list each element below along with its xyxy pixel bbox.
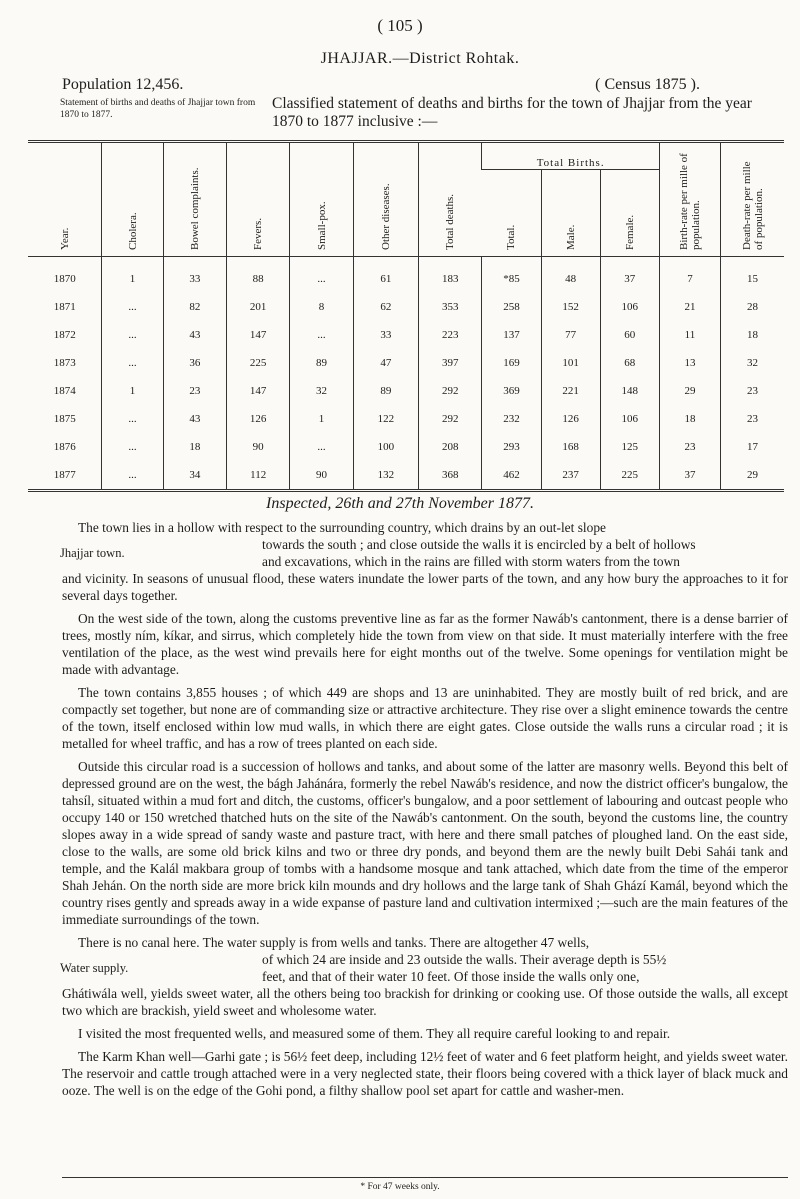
table-cell: 43 — [163, 405, 226, 433]
table-cell: 29 — [659, 377, 720, 405]
table-cell: 36 — [163, 349, 226, 377]
table-cell: 148 — [600, 377, 659, 405]
col-birth-rate: Birth-rate per mille of population. — [659, 142, 720, 257]
table-body — [28, 257, 784, 491]
page-heading: JHAJJAR.—District Rohtak. — [320, 50, 520, 67]
table-cell: 106 — [600, 405, 659, 433]
table-cell: 82 — [163, 293, 226, 321]
table-cell: 112 — [226, 461, 289, 491]
paragraph-houses: The town contains 3,855 houses ; of which 449 are shops and 13 are uninhabited. They are mostly built of red brick, and are compactly set together, but none are of commanding size or attractive architecture. They rise over a slight eminence towards the centre of the town, itself enclosed within low mud walls, in which there are eight gates. Close outside the walls runs a circular road ; it is metalled for wheel traffic, and has a row of trees planted on each side. — [62, 685, 788, 751]
table-cell: 89 — [353, 377, 418, 405]
table-cell: 1871 — [53, 301, 76, 313]
paragraph-water-line3: feet, and that of their water 10 feet. Of those inside the walls only one, — [262, 969, 640, 984]
table-cell: 1 — [102, 257, 163, 294]
table-cell: 1876 — [53, 441, 76, 453]
col-smallpox: Small-pox. — [290, 142, 353, 257]
table-cell: 88 — [226, 257, 289, 294]
table-cell: 47 — [353, 349, 418, 377]
table-cell: 23 — [721, 377, 784, 405]
table-cell: 126 — [226, 405, 289, 433]
table-cell: 232 — [482, 405, 541, 433]
table-cell: 292 — [419, 405, 482, 433]
table-cell: 18 — [163, 433, 226, 461]
table-cell: 1873 — [53, 357, 76, 369]
table-cell: ... — [102, 293, 163, 321]
table-cell: 28 — [721, 293, 784, 321]
paragraph-town-rest: and vicinity. In seasons of unusual flood, these waters inundate the lower parts of the town, and any how bury the approaches to it for several days together. — [62, 571, 788, 603]
table-cell: 37 — [600, 257, 659, 294]
paragraph-water-rest: Ghátiwála well, yields sweet water, all the others being too brackish for drinking or cooking use. Of those outside the walls, all except two which are brackish, yield sweet and wholesome water. — [62, 986, 788, 1018]
table-cell: 32 — [721, 349, 784, 377]
table-cell: 258 — [482, 293, 541, 321]
table-row — [28, 349, 784, 377]
col-births-total: Total. — [482, 170, 541, 257]
col-fevers: Fevers. — [226, 142, 289, 257]
table-cell: 225 — [600, 461, 659, 491]
table-cell: 132 — [353, 461, 418, 491]
table-cell: 17 — [721, 433, 784, 461]
table-cell: ... — [102, 321, 163, 349]
table-cell: 201 — [226, 293, 289, 321]
col-cholera: Cholera. — [102, 142, 163, 257]
table-cell: 61 — [353, 257, 418, 294]
table-cell: 169 — [482, 349, 541, 377]
table-cell: 1 — [290, 405, 353, 433]
table-cell: 48 — [541, 257, 600, 294]
population-line: Population 12,456. — [62, 76, 184, 93]
table-cell: 1877 — [28, 461, 102, 491]
paragraph-town-line1: The town lies in a hollow with respect to the surrounding country, which drains by an out-let slope — [78, 520, 606, 535]
table-cell: 21 — [659, 293, 720, 321]
table-cell: ... — [290, 433, 353, 461]
table-cell: 237 — [541, 461, 600, 491]
table-cell: 43 — [163, 321, 226, 349]
table-cell: 125 — [600, 433, 659, 461]
table-cell: 462 — [482, 461, 541, 491]
col-year: Year. — [28, 142, 102, 257]
table-cell: 122 — [353, 405, 418, 433]
table-cell: 223 — [419, 321, 482, 349]
table-row — [28, 405, 784, 433]
table-cell: 183 — [419, 257, 482, 294]
sidenote-water-supply: Water supply. — [60, 961, 129, 975]
col-total-deaths: Total deaths. — [419, 142, 482, 257]
table-row — [28, 461, 784, 491]
col-other: Other diseases. — [353, 142, 418, 257]
table-cell: ... — [102, 461, 163, 491]
table-cell: 168 — [541, 433, 600, 461]
table-cell: 292 — [419, 377, 482, 405]
col-death-rate: Death-rate per mille of population. — [721, 142, 784, 257]
table-cell: 34 — [163, 461, 226, 491]
table-cell: 18 — [659, 405, 720, 433]
table-row — [28, 321, 784, 349]
table-cell: 60 — [600, 321, 659, 349]
col-bowel: Bowel complaints. — [163, 142, 226, 257]
table-cell: 101 — [541, 349, 600, 377]
table-cell: 68 — [600, 349, 659, 377]
paragraph-town-line2: towards the south ; and close outside the walls it is encircled by a belt of hollows — [262, 537, 696, 552]
table-row — [28, 257, 784, 294]
paragraph-water-line2: of which 24 are inside and 23 outside the walls. Their average depth is 55½ — [262, 952, 667, 967]
table-cell: 90 — [226, 433, 289, 461]
table-row — [28, 377, 784, 405]
table-cell: 33 — [353, 321, 418, 349]
table-cell: ... — [290, 257, 353, 294]
footnote: * For 47 weeks only. — [360, 1182, 440, 1192]
table-cell: ... — [102, 405, 163, 433]
census-line: ( Census 1875 ). — [595, 76, 700, 93]
table-cell: 13 — [659, 349, 720, 377]
table-cell: 23 — [721, 405, 784, 433]
table-cell: 1870 — [53, 273, 76, 285]
table-cell: 1875 — [53, 413, 76, 425]
table-cell: 7 — [659, 257, 720, 294]
table-cell: 32 — [290, 377, 353, 405]
table-cell: ... — [290, 321, 353, 349]
table-cell: 137 — [482, 321, 541, 349]
table-cell: 100 — [353, 433, 418, 461]
table-cell: 1 — [102, 377, 163, 405]
paragraph-west-side: On the west side of the town, along the customs preventive line as far as the former Nawáb's cantonment, there is a dense barrier of trees, mostly ním, kíkar, and sirrus, which completely hide the town from view on that side. It must materially interfere with the free ventilation of the place, as the west wind prevails here for eight months out of the twelve. Some openings for ventilation might be made with advantage. — [62, 611, 788, 677]
table-cell: 221 — [541, 377, 600, 405]
births-deaths-table — [28, 140, 784, 492]
paragraph-water-line1: There is no canal here. The water supply is from wells and tanks. There are altogether 47 wells, — [78, 935, 590, 950]
table-cell: 33 — [163, 257, 226, 294]
table-cell: 23 — [163, 377, 226, 405]
table-cell: 397 — [419, 349, 482, 377]
table-cell: *85 — [482, 257, 541, 294]
paragraph-karm-khan: The Karm Khan well—Garhi gate ; is 56½ feet deep, including 12½ feet of water and 6 feet platform height, and yields sweet water. The reservoir and cattle trough attached were in a very neglected state, their floors being covered with a thick layer of black muck and ooze. The well is on the edge of the Gohi pond, a filthy shallow pool set apart for cattle and washer-men. — [62, 1049, 788, 1098]
table-cell: 1872 — [53, 329, 76, 341]
table-cell: 1874 — [53, 385, 76, 397]
table-cell: 37 — [659, 461, 720, 491]
body-text — [62, 519, 788, 1099]
sidenote-jhajjar-town: Jhajjar town. — [60, 546, 125, 560]
table-cell: 126 — [541, 405, 600, 433]
table-cell: 106 — [600, 293, 659, 321]
table-cell: 152 — [541, 293, 600, 321]
classified-statement: Classified statement of deaths and births for the town of Jhajjar from the year 1870 to 1877 inclusive :— — [272, 95, 752, 130]
table-cell: ... — [102, 433, 163, 461]
page-number: ( 105 ) — [377, 16, 423, 35]
table-cell: 369 — [482, 377, 541, 405]
table-cell: ... — [102, 349, 163, 377]
table-cell: 147 — [226, 377, 289, 405]
table-cell: 225 — [226, 349, 289, 377]
table-cell: 29 — [721, 461, 784, 491]
table-cell: 8 — [290, 293, 353, 321]
table-cell: 89 — [290, 349, 353, 377]
table-cell: 353 — [419, 293, 482, 321]
table-cell: 18 — [721, 321, 784, 349]
table-cell: 293 — [482, 433, 541, 461]
table-cell: 208 — [419, 433, 482, 461]
inspected-line: Inspected, 26th and 27th November 1877. — [266, 495, 534, 512]
table-cell: 11 — [659, 321, 720, 349]
table-cell: 90 — [290, 461, 353, 491]
table-cell: 368 — [419, 461, 482, 491]
col-births-female: Female. — [600, 170, 659, 257]
table-cell: 62 — [353, 293, 418, 321]
table-cell: 147 — [226, 321, 289, 349]
table-cell: 77 — [541, 321, 600, 349]
paragraph-town-line3: and excavations, which in the rains are filled with storm waters from the town — [262, 554, 680, 569]
paragraph-visited-wells: I visited the most frequented wells, and measured some of them. They all require careful looking to and repair. — [78, 1026, 671, 1041]
table-cell: 23 — [659, 433, 720, 461]
sidenote-statement: Statement of births and deaths of Jhajjar town from 1870 to 1877. — [60, 98, 256, 120]
footnote-rule — [62, 1177, 788, 1178]
table-row — [28, 293, 784, 321]
col-births-male: Male. — [541, 170, 600, 257]
paragraph-surroundings: Outside this circular road is a succession of hollows and tanks, and about some of the latter are masonry wells. Beyond this belt of depressed ground are on the west, the bágh Jahánára, formerly the rebel Nawáb's residence, and now the district officer's bungalow, the tahsíl, situated within a mud fort and ditch, the customs, officer's bungalow, and a poor settlement of labouring and outcast people who occupy 140 or 150 wretched thatched huts on the site of the Nawáb's cantonment. On the south, beyond the customs line, the country slopes away in a wide spread of sandy waste and pasture tract, with here and there small patches of ploughed land. On the east side, close to the walls, are some old brick kilns and two or three dry ponds, and beyond them are the newly built Debi Sahái tank and temple, and the Kalál makbara group of tombs with a handsome mosque and tank attached, which date from the time of the emperor Shah Jehán. On the north side are more brick kiln mounds and dry hollows and the large tank of Shah Ghází Kamál, beyond which the country rises gently and spreads away in a wide expanse of pasture land and cultivation intermixed ;—such are the main features of the immediate surroundings of the town. — [62, 759, 788, 927]
col-total-births: Total Births. — [482, 142, 659, 170]
table-cell: 15 — [721, 257, 784, 294]
table-row — [28, 433, 784, 461]
